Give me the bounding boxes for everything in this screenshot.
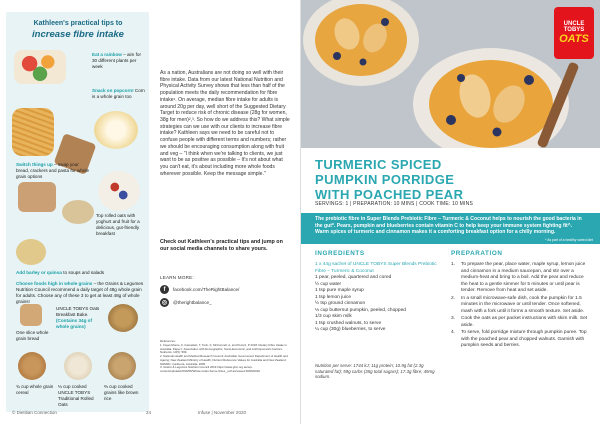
ingredient-item: ½ tsp ground cinnamon (315, 301, 366, 307)
ingredient-item: 1 tsp crushed walnuts, to serve (315, 320, 382, 326)
item-oats-label: ⅓ cup cooked UNCLE TOBYS Traditional Rolled Oats (58, 384, 94, 407)
item-rice-label: ⅔ cup cooked grains like brown rice (104, 384, 139, 401)
preparation-heading: PREPARATION (451, 250, 503, 257)
ingredient-item: ¼ cup (30g) blueberries, to serve (315, 327, 386, 333)
recipe-meta: SERVINGS: 1 | PREPARATION: 10 MINS | COOK TIME: 10 MINS (315, 201, 473, 207)
facebook-icon: f (160, 285, 169, 294)
article-body (160, 70, 290, 182)
tips-title-line2: increase fibre intake (32, 29, 124, 40)
social-facebook[interactable] (160, 285, 239, 294)
popcorn-image (94, 111, 138, 149)
tip-switch-text: – swap your bread, crackers and pasta for whole grain options (16, 162, 90, 179)
tip-wholegrain (16, 281, 144, 305)
article-paragraph: As a nation, Australians are not doing so well with their fibre intake. Data from our latest National Nutrition and Physical Activity Survey shows that less than half of the population meets the daily recommendation for fibre intake¹. On average, median fibre intake for adults is around 20g per day, well short of the Suggested Dietary Target to reduce risk of chronic disease (28g for women, 38g for men)²,³. So how do we address this? What simple strategies can we use with our clients to increase fibre intake? Kathleen says we need to be careful not to confuse people with different terms and numbers; rather we should be encouraging consumption along with fruit and veg – "I think when we're talking to clients, we just want to be as positive as possible – It's not about what you can't eat, it's about including more whole foods wherever possible. Keep the message simple." (160, 70, 290, 177)
fibre-tips-panel (6, 12, 149, 412)
recipe-title-line3: WITH POACHED PEAR (315, 186, 464, 202)
breakfast-bake-image (108, 304, 138, 332)
ingredients-heading: INGREDIENTS (315, 250, 365, 257)
prep-step-text: To prepare the pear, place water, maple syrup, lemon juice and cinnamon in a medium saucepan, and stir over a medium-heat and bring to a boil. Add the pear and reduce the heat to a gentle simmer for 5 minutes or until pear is tender. Remove from heat and set aside. (461, 262, 586, 294)
prep-step-text: To serve, fold porridge mixture through pumpkin puree. Top with the poached pear and chopped walnuts. Garnish with pumpkin seeds and berries. (461, 330, 587, 349)
item-bread (16, 330, 50, 342)
tip-rainbow (92, 52, 146, 70)
ingredient-item: ⅓ cup butternut pumpkin, peeled, chopped (315, 307, 406, 313)
tip-rainbow-head: Eat a rainbow (92, 52, 122, 57)
tip-oats (96, 213, 146, 237)
ingredient-item: 1 x 44g sachet of UNCLE TOBYS Super Blends Prebiotic Fibre – Turmeric & Coconut (315, 262, 437, 274)
grain-bowl-image (62, 200, 94, 224)
banner-note: ^ As part of a healthy varied diet (544, 237, 593, 242)
call-to-action: Check out Kathleen's practical tips and jump on our social media channels to share yours. (160, 239, 283, 253)
tip-rainbow-text: – aim for 30 different plants per week (92, 52, 142, 69)
item-cereal-label: ¾ cup whole grain cereal (16, 384, 54, 395)
tip-barley-text: to soups and salads (61, 270, 105, 275)
preparation-steps (451, 262, 591, 351)
item-cereal (16, 384, 54, 396)
banner-text: The prebiotic fibre in Super Blends Prebiotic Fibre – Turmeric & Coconut helps to nourish the good bacteria in the gut*. Pears, pumpkin and blueberries contain vitamin C to help keep your immune system fighting fit^. Warm spices of turmeric and cinnamon makes it a comforting breakfast option for a chilly morning. (315, 216, 582, 236)
prep-step: 3. Cook the oats as per packet instructions with skim milk. Set aside. (451, 316, 591, 329)
instagram-handle[interactable]: @therightbalance_ (173, 300, 212, 305)
tip-popcorn-text: Corn is a whole grain too (92, 88, 145, 99)
ingredient-item: 1 pear, peeled, quartered and cored (315, 275, 392, 281)
rolled-oats-image (64, 352, 92, 380)
item-bread-label: One slice whole grain bread (16, 330, 49, 341)
item-bake-label: UNCLE TOBYS Oats Breakfast Bake. (56, 306, 100, 317)
footer-copyright: © Dietitian Connection (12, 410, 57, 415)
tip-wholegrain-head: Choose foods high in whole grains (16, 281, 93, 286)
ingredient-item: 1 tsp pure maple syrup (315, 288, 364, 294)
ingredient-item: 1 tsp lemon juice (315, 294, 351, 300)
nutrition-info: Nutrition per serve: 1744 kJ; 11g protein; 10.9g fat (2.3g saturated fat); 59g carbs (35g total sugars); 17.3g fibre; 49mg sodium. (315, 363, 435, 380)
prep-step: 2. In a small microwave-safe dish, cook the pumpkin for 1.5 minutes in the microwave or until tender. Once softened, mash with a fork until it forms a smooth texture. Set aside. (451, 296, 591, 316)
recipe-title-line1: TURMERIC SPICED (315, 157, 442, 172)
page-number: 24 (146, 410, 152, 415)
ingredient-item: ½ cup water (315, 281, 342, 287)
item-bake-extra: (Contains 34g of whole grains) (56, 317, 92, 329)
ingredient-item: 1/3 cup skim milk (315, 314, 352, 320)
pasta-image (12, 108, 54, 156)
right-page (300, 0, 600, 424)
tip-switch-head: Switch things up (16, 162, 53, 167)
recipe-title-line2: PUMPKIN PORRIDGE (315, 171, 455, 187)
logo-line3: OATS (559, 33, 589, 46)
prep-step-text: Cook the oats as per packet instructions with skim milk. Set aside. (461, 316, 588, 328)
bread-slice-image (20, 304, 42, 326)
references: References: 1. Fayet-Moore, F, Cassettari, T, Tuck, K, McConnell, A, and Petocz, P 2018. Dietary Fibre Intake in Australia. Paper I: Association with Demographic, Socio-Economic, and Anthropometric Factors. Nutrients, 10(5): 599. 2. National Health and Medical Research Council; Australian Government Department of Health and Ageing; New Zealand Ministry of Health; Nutrient Reference Values for Australia and New Zealand. NHMRC; Canberra, Australia: 2006. 3. Grains & Legumes Nutrition Council 2019 https://www.glnc.org.au/wp-content/uploads/2019/06/Whole-Grain-Serve-Sizes_.pdf accessed 30/09/2020 (160, 339, 288, 374)
ingredients-list (315, 262, 440, 334)
social-instagram[interactable] (160, 298, 212, 307)
facebook-link[interactable]: facebook.com/TheRightBalance/ (173, 287, 240, 292)
bread-image (18, 182, 56, 212)
item-bake (56, 306, 102, 330)
tip-popcorn (92, 88, 146, 100)
prep-step-text: In a small microwave-safe dish, cook the pumpkin for 1.5 minutes in the microwave or until tender. Once softened, mash with a fork until it forms a smooth texture. Set aside. (461, 295, 585, 314)
tips-title-line1: Kathleen's practical tips to (33, 20, 123, 27)
uncle-tobys-logo (554, 7, 594, 59)
veggie-plate-image (14, 50, 66, 84)
recipe-title (315, 158, 525, 203)
tip-barley-head: Add barley or quinoa (16, 270, 62, 275)
oats-yoghurt-bowl-image (98, 171, 140, 211)
logo-line2: TOBYS (563, 26, 585, 33)
prep-step: 4. To serve, fold porridge mixture through pumpkin puree. Top with the poached pear and chopped walnuts. Garnish with pumpkin seeds and berries. (451, 330, 591, 350)
recipe-banner (301, 213, 600, 244)
quinoa-image (16, 239, 46, 265)
item-oats (58, 384, 100, 408)
instagram-icon: ◎ (161, 300, 168, 306)
cereal-image (18, 352, 46, 380)
tip-switch (16, 162, 90, 180)
tip-barley (16, 270, 146, 276)
learn-more-label: LEARN MORE: (160, 275, 194, 280)
tip-popcorn-head: Snack on popcorn! (92, 88, 134, 93)
footer-issue: Infuse | November 2020 (198, 410, 246, 415)
tip-oats-text: Top rolled oats with yoghurt and fruit for a delicious, gut-friendly breakfast (96, 213, 140, 236)
brown-rice-image (108, 352, 136, 380)
tip-wholegrain-text: – the Grains & Legumes Nutrition Council recommend a daily target of 48g whole grain for adults. Choose any of these 3 to get at least 48g of whole grains! (16, 281, 144, 304)
logo-line1: UNCLE (563, 20, 585, 27)
prep-step: 1. To prepare the pear, place water, maple syrup, lemon juice and cinnamon in a medium saucepan, and stir over a medium-heat and bring to a boil. Add the pear and reduce the heat to a gentle simmer for 5 minutes or until pear is tender. Remove from heat and set aside. (451, 262, 591, 295)
item-rice (104, 384, 144, 402)
